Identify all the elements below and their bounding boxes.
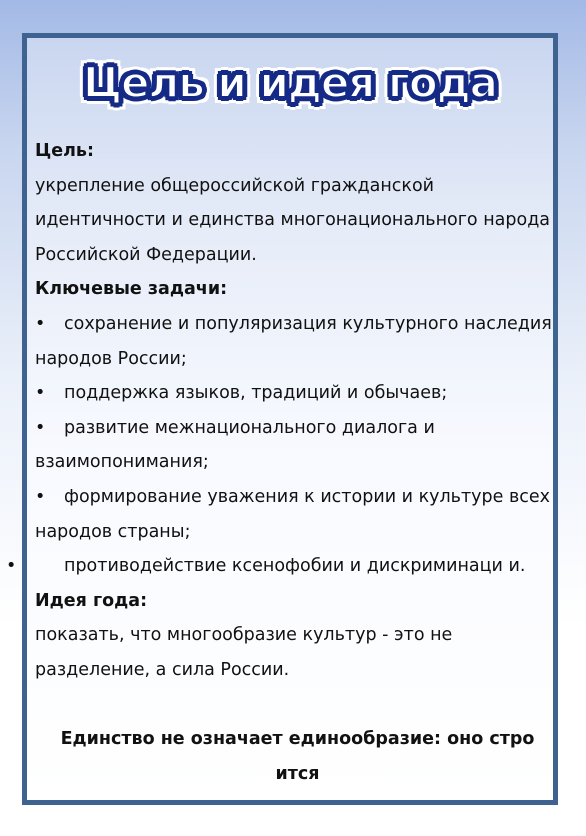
bullet-icon: • <box>35 417 46 438</box>
list-item-text: противодействие ксенофобии и дискриминаци и. <box>64 556 526 577</box>
bullet-icon: • <box>35 486 46 507</box>
idea-text: показать, что многообразие культур - это не разделение, а сила России. <box>35 625 453 680</box>
goal-heading: Цель: <box>35 141 94 161</box>
bullet-icon: • <box>35 313 46 334</box>
poster-frame <box>6 33 558 805</box>
list-item <box>35 307 560 376</box>
poster-title: Цель и идея года <box>83 58 497 107</box>
list-item-text: сохранение и популяризация культурного наследия народов России; <box>35 313 552 369</box>
list-item-text: развитие межнационального диалога и взаимопонимания; <box>35 417 435 473</box>
idea-heading: Идея года: <box>35 590 148 611</box>
spacer <box>35 688 560 723</box>
bullet-icon: • <box>35 383 46 404</box>
motto-line-1: Единство не означает единообразие: оно стро <box>60 729 535 750</box>
list-item <box>35 376 560 411</box>
list-item <box>35 411 560 480</box>
tasks-list <box>6 307 560 584</box>
poster-content <box>6 134 560 791</box>
motto <box>35 722 560 791</box>
list-item-text: формирование уважения к истории и культуре всех народов страны; <box>35 486 551 542</box>
list-item <box>6 549 560 584</box>
tasks-heading: Ключевые задачи: <box>35 279 228 300</box>
goal-text: укрепление общероссийской гражданской идентичности и единства многонационального народа Российской Федерации. <box>35 175 551 265</box>
list-item <box>35 480 560 549</box>
list-item-text: поддержка языков, традиций и обычаев; <box>64 383 448 404</box>
motto-line-2: ится <box>275 763 320 784</box>
bullet-icon: • <box>6 556 17 577</box>
